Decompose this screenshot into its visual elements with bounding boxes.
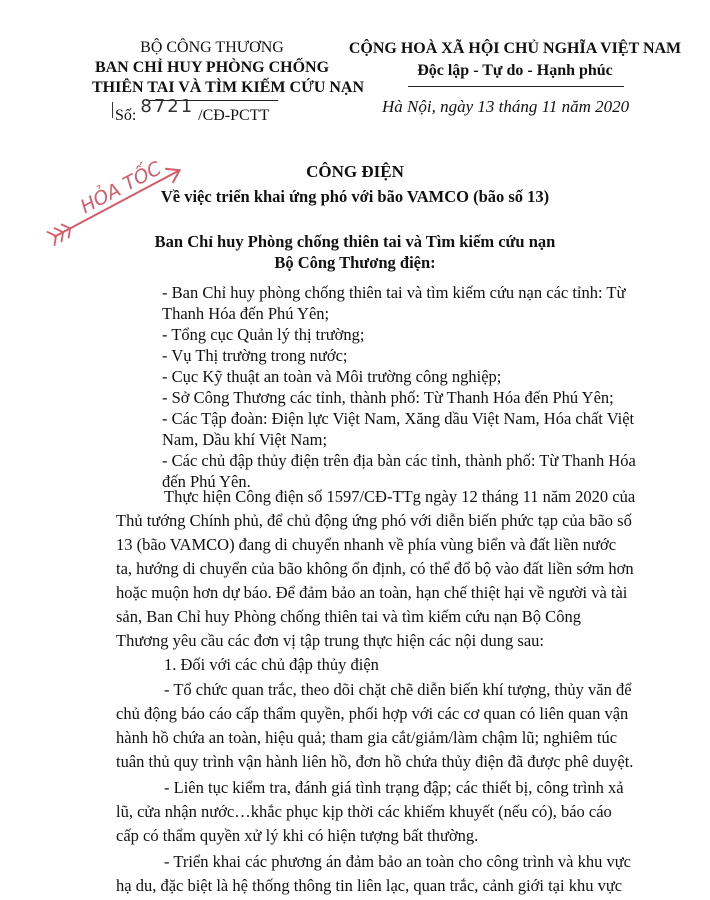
issuing-organization — [92, 38, 365, 98]
recipient-line: - Các chủ đập thủy điện trên địa bàn các tỉnh, thành phố: Từ Thanh Hóa — [162, 451, 636, 470]
recipient-line: - Các Tập đoàn: Điện lực Việt Nam, Xăng dầu Việt Nam, Hóa chất Việt — [162, 409, 635, 428]
recipient-line: - Sở Công Thương các tỉnh, thành phố: Từ Thanh Hóa đến Phú Yên; — [162, 388, 614, 407]
intro-line: ta, hướng di chuyển của bão không ổn định, có thể đổ bộ vào đất liền sớm hơn — [116, 559, 634, 578]
recipient-line: đến Phú Yên. — [162, 472, 251, 491]
recipient-line: - Cục Kỹ thuật an toàn và Môi trường công nghiệp; — [162, 367, 502, 386]
handwritten-tick-mark — [112, 102, 113, 118]
paragraph-line: - Tổ chức quan trắc, theo dõi chặt chẽ diễn biến khí tượng, thủy văn để — [164, 680, 632, 699]
section-1-heading: 1. Đối với các chủ đập thủy điện — [164, 655, 379, 674]
intro-line: Thực hiện Công điện số 1597/CĐ-TTg ngày 12 tháng 11 năm 2020 của — [164, 487, 636, 506]
ministry-name: BỘ CÔNG THƯƠNG — [140, 39, 284, 56]
paragraph-line: hành hồ chứa an toàn, hiệu quả; tham gia cắt/giảm/làm chậm lũ; nghiêm túc — [116, 728, 618, 747]
doc-number-handwritten: 8721 — [140, 96, 195, 117]
paragraph-line: cấp có thẩm quyền xử lý khi có hiện tượng bất thường. — [116, 826, 479, 845]
intro-line: hoặc muộn hơn dự báo. Để đảm bảo an toàn, hạn chế thiệt hại về người và tài — [116, 583, 628, 602]
paragraph-line: chủ động báo cáo cấp thẩm quyền, phối hợp với các cơ quan có liên quan vận — [116, 704, 629, 723]
issue-date: Hà Nội, ngày 13 tháng 11 năm 2020 — [382, 97, 630, 116]
paragraph-line: hạ du, đặc biệt là hệ thống thông tin liên lạc, quan trắc, cảnh giới tại khu vực — [116, 876, 623, 895]
recipient-line: - Tổng cục Quản lý thị trường; — [162, 325, 365, 344]
nation-name: CỘNG HOÀ XÃ HỘI CHỦ NGHĨA VIỆT NAM — [348, 40, 682, 57]
header-right-divider — [408, 86, 624, 87]
national-header — [330, 38, 700, 82]
recipient-line: Nam, Dầu khí Việt Nam; — [162, 430, 328, 449]
stamp-label: HỎA TỐC — [76, 157, 166, 219]
doc-number-suffix: /CĐ-PCTT — [198, 107, 270, 124]
intro-line: Thủ tướng Chính phủ, để chủ động ứng phó với diễn biến phức tạp của bão số — [116, 511, 632, 530]
sender-line-1: Ban Chỉ huy Phòng chống thiên tai và Tìm kiếm cứu nạn — [154, 232, 556, 251]
national-motto: Độc lập - Tự do - Hạnh phúc — [417, 62, 613, 79]
committee-name-line1: BAN CHỈ HUY PHÒNG CHỐNG — [94, 59, 330, 76]
document-title: CÔNG ĐIỆN — [306, 162, 404, 181]
intro-line: sản, Ban Chỉ huy Phòng chống thiên tai và tìm kiếm cứu nạn Bộ Công — [116, 607, 581, 626]
intro-line: Thương yêu cầu các đơn vị tập trung thực hiện các nội dung sau: — [116, 631, 545, 650]
paragraph-line: - Triển khai các phương án đảm bảo an toàn cho công trình và khu vực — [164, 852, 631, 871]
paragraph-line: tuân thủ quy trình vận hành liên hồ, đơn hồ chứa thủy điện đã được phê duyệt. — [116, 752, 634, 771]
sender-line-2: Bộ Công Thương điện: — [274, 253, 436, 272]
recipient-line: Thanh Hóa đến Phú Yên; — [162, 304, 330, 323]
document-subtitle: Về việc triển khai ứng phó với bão VAMCO (bão số 13) — [160, 187, 550, 206]
intro-line: 13 (bão VAMCO) đang di chuyển nhanh về phía vùng biển và đất liền nước — [116, 535, 617, 554]
paragraph-line: - Liên tục kiểm tra, đánh giá tình trạng đập; các thiết bị, công trình xả — [164, 778, 624, 797]
committee-name-line2: THIÊN TAI VÀ TÌM KIẾM CỨU NẠN — [92, 79, 365, 96]
doc-number-label: Số: — [115, 107, 137, 124]
recipient-line: - Ban Chỉ huy phòng chống thiên tai và tìm kiếm cứu nạn các tỉnh: Từ — [162, 283, 626, 302]
recipient-line: - Vụ Thị trường trong nước; — [162, 346, 348, 365]
document-number — [115, 96, 270, 125]
paragraph-line: lũ, cửa nhận nước…khắc phục kịp thời các khiếm khuyết (nếu có), báo cáo — [116, 802, 612, 821]
